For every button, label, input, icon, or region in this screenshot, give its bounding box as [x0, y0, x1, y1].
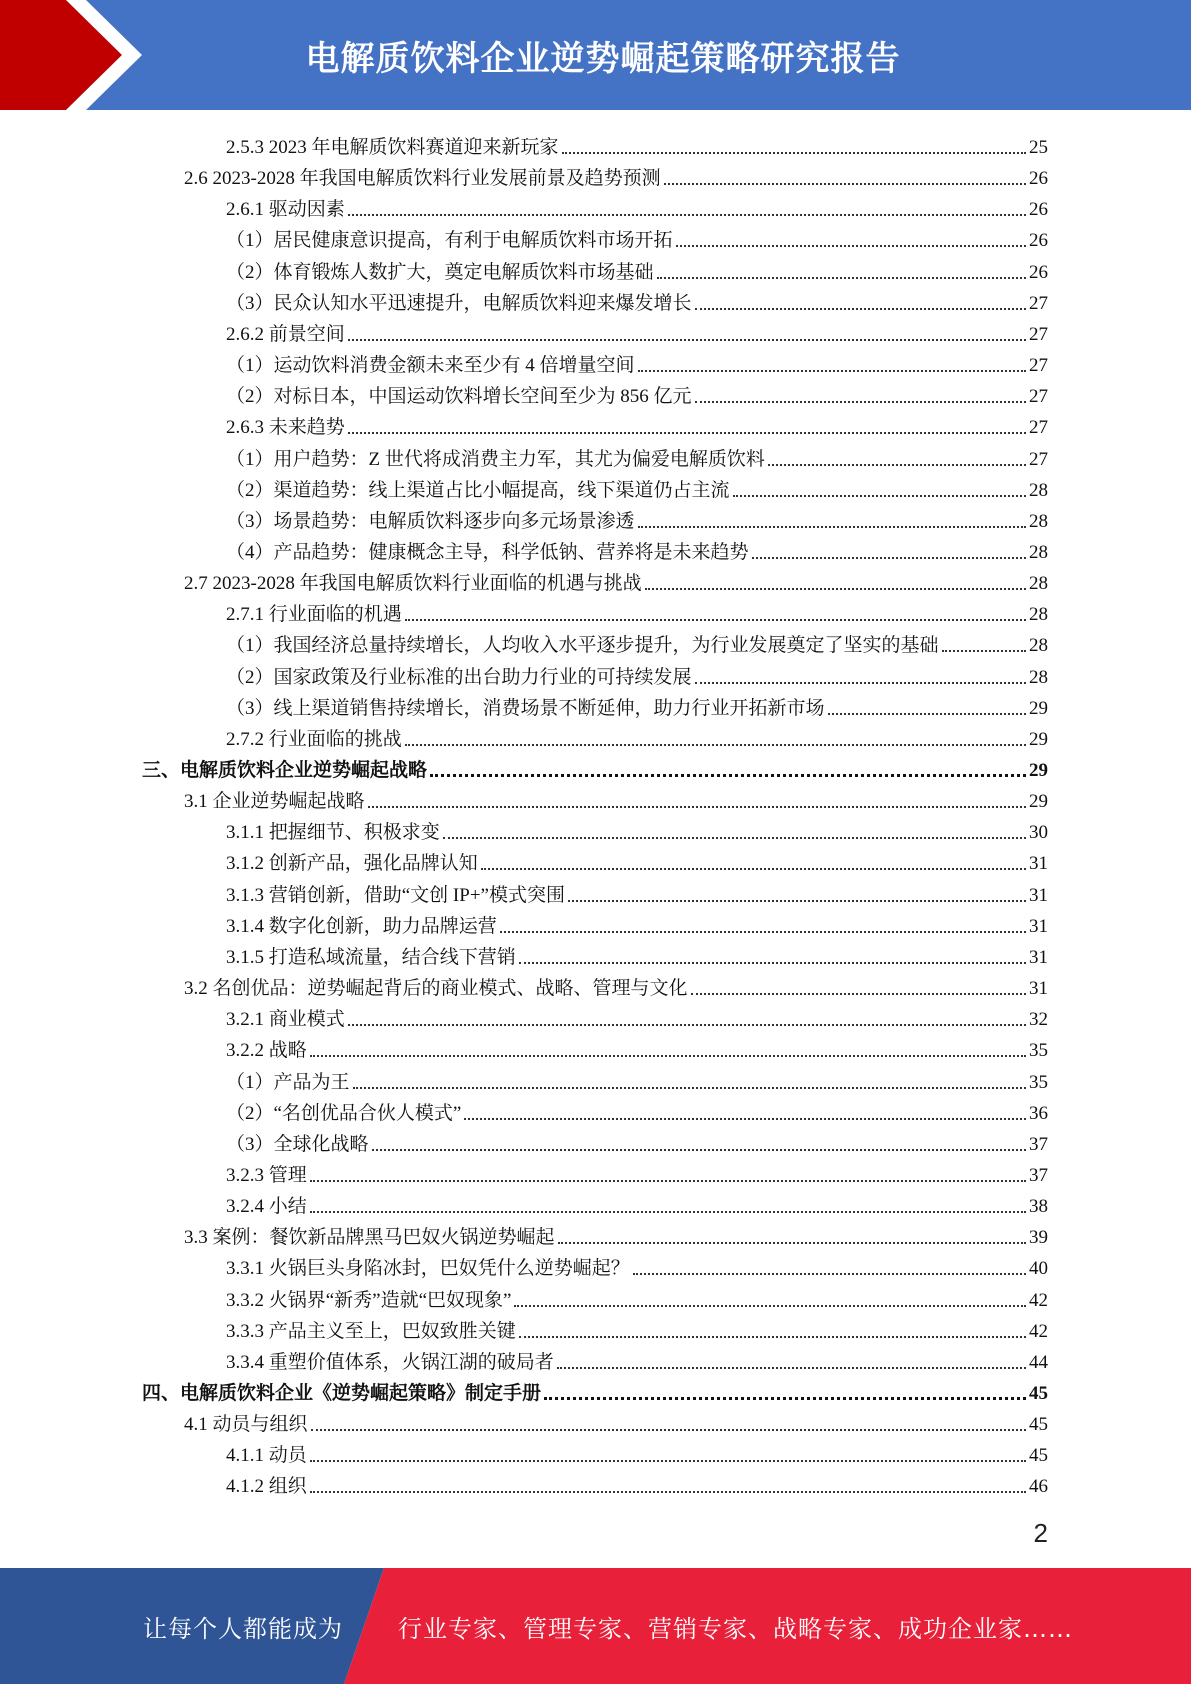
toc-dot-leader: [519, 962, 1026, 964]
toc-entry-page: 28: [1029, 604, 1048, 626]
toc-entry-page: 45: [1029, 1383, 1048, 1404]
toc-entry-label: 3.1.5 打造私域流量，结合线下营销: [226, 946, 516, 968]
toc-entry-page: 39: [1029, 1227, 1048, 1249]
toc-entry-label: 2.7.2 行业面临的挑战: [226, 728, 402, 750]
toc-entry-label: 3.1.1 把握细节、积极求变: [226, 822, 440, 844]
toc-entry-page: 26: [1029, 261, 1048, 283]
toc-entry-page: 28: [1029, 541, 1048, 563]
toc-entry[interactable]: [226, 1249, 1048, 1280]
toc-entry-label: （3）全球化战略: [226, 1133, 369, 1155]
toc-dot-leader: [544, 1397, 1026, 1400]
toc-entry[interactable]: [226, 533, 1048, 564]
toc-entry-label: 3.2 名创优品：逆势崛起背后的商业模式、战略、管理与文化: [184, 978, 688, 1000]
toc-entry-label: 3.2.1 商业模式: [226, 1009, 345, 1031]
toc-dot-leader: [514, 1305, 1026, 1307]
page-number: 2: [1033, 1518, 1048, 1548]
toc-dot-leader: [443, 837, 1026, 839]
toc-dot-leader: [310, 1055, 1026, 1057]
toc-dot-leader: [348, 1024, 1026, 1026]
toc-entry-label: 3.3 案例：餐饮新品牌黑马巴奴火锅逆势崛起: [184, 1227, 555, 1249]
toc-dot-leader: [645, 588, 1026, 590]
page-footer: [0, 1568, 1191, 1684]
toc-entry[interactable]: [226, 844, 1048, 875]
footer-slogan-right: 行业专家、管理专家、营销专家、战略专家、成功企业家……: [398, 1614, 1073, 1643]
toc-dot-leader: [733, 495, 1026, 497]
toc-entry-page: 27: [1029, 323, 1048, 345]
toc-entry[interactable]: [184, 782, 1048, 813]
toc-entry[interactable]: [226, 408, 1048, 439]
toc-entry-label: （3）场景趋势：电解质饮料逐步向多元场景渗透: [226, 510, 635, 532]
toc-entry[interactable]: [226, 190, 1048, 221]
toc-entry[interactable]: [226, 1156, 1048, 1187]
toc-entry-label: 3.2.2 战略: [226, 1040, 307, 1062]
toc-entry[interactable]: [226, 658, 1048, 689]
toc-dot-leader: [310, 1180, 1026, 1182]
toc-dot-leader: [768, 464, 1026, 466]
toc-dot-leader: [942, 650, 1026, 652]
toc-entry-label: （1）用户趋势：Z 世代将成消费主力军，其尤为偏爱电解质饮料: [226, 448, 765, 470]
report-title: 电解质饮料企业逆势崛起策略研究报告: [305, 38, 901, 79]
toc-dot-leader: [568, 900, 1026, 902]
toc-entry[interactable]: [226, 1063, 1048, 1094]
toc-dot-leader: [828, 713, 1026, 715]
toc-entry-label: 2.5.3 2023 年电解质饮料赛道迎来新玩家: [226, 137, 559, 158]
toc-entry-page: 42: [1029, 1289, 1048, 1311]
toc-dot-leader: [500, 931, 1026, 933]
toc-entry-page: 29: [1029, 697, 1048, 719]
toc-entry-page: 27: [1029, 448, 1048, 470]
toc-dot-leader: [348, 432, 1026, 434]
toc-entry-label: （4）产品趋势：健康概念主导，科学低钠、营养将是未来趋势: [226, 541, 749, 563]
toc-entry-label: 3.1.2 创新产品，强化品牌认知: [226, 853, 478, 875]
toc-entry-label: 2.7 2023-2028 年我国电解质饮料行业面临的机遇与挑战: [184, 573, 642, 595]
toc-entry-label: 4.1 动员与组织: [184, 1414, 308, 1436]
toc-entry[interactable]: [226, 1000, 1048, 1031]
toc-entry-page: 26: [1029, 199, 1048, 221]
footer-slogan-left: 让每个人都能成为: [143, 1614, 343, 1643]
toc-dot-leader: [695, 401, 1026, 403]
toc-dot-leader: [464, 1118, 1026, 1120]
toc-entry-label: 2.6.2 前景空间: [226, 323, 345, 345]
toc-entry-page: 28: [1029, 573, 1048, 595]
toc-dot-leader: [405, 619, 1026, 621]
toc-entry[interactable]: [226, 1094, 1048, 1125]
toc-entry[interactable]: [226, 689, 1048, 720]
toc-entry-page: 28: [1029, 666, 1048, 688]
toc-entry-label: 3.3.3 产品主义至上，巴奴致胜关键: [226, 1320, 516, 1342]
toc-dot-leader: [695, 682, 1026, 684]
toc-entry-label: （2）体育锻炼人数扩大，奠定电解质饮料市场基础: [226, 261, 654, 283]
toc-entry-label: （1）我国经济总量持续增长，人均收入水平逐步提升，为行业发展奠定了坚实的基础: [226, 635, 939, 657]
toc-entry-page: 31: [1029, 915, 1048, 937]
toc-entry[interactable]: [226, 938, 1048, 969]
toc-entry-label: 4.1.2 组织: [226, 1476, 307, 1498]
toc-entry[interactable]: [226, 626, 1048, 657]
toc-dot-leader: [562, 152, 1026, 154]
toc-entry[interactable]: [226, 128, 1048, 159]
toc-entry-page: 26: [1029, 168, 1048, 190]
toc-entry-page: 44: [1029, 1351, 1048, 1373]
toc-entry-label: 3.3.4 重塑价值体系，火锅江湖的破局者: [226, 1351, 554, 1373]
toc-entry[interactable]: [142, 751, 1048, 782]
toc-dot-leader: [752, 557, 1026, 559]
toc-entry[interactable]: [226, 1436, 1048, 1467]
toc-entry-page: 32: [1029, 1009, 1048, 1031]
toc-entry-page: 37: [1029, 1164, 1048, 1186]
toc-entry[interactable]: [226, 1281, 1048, 1312]
toc-entry-label: （1）产品为王: [226, 1071, 350, 1093]
toc-entry[interactable]: [226, 377, 1048, 408]
toc-entry[interactable]: [184, 1218, 1048, 1249]
toc-entry-page: 45: [1029, 1445, 1048, 1467]
toc-entry-page: 28: [1029, 479, 1048, 501]
toc-entry-label: （3）民众认知水平迅速提升，电解质饮料迎来爆发增长: [226, 292, 692, 314]
toc-entry[interactable]: [184, 159, 1048, 190]
toc-entry-page: 25: [1029, 137, 1048, 158]
toc-entry-label: 2.7.1 行业面临的机遇: [226, 604, 402, 626]
toc-entry-page: 27: [1029, 417, 1048, 439]
toc-entry[interactable]: [226, 315, 1048, 346]
toc-dot-leader: [519, 1336, 1026, 1338]
toc-entry-page: 31: [1029, 884, 1048, 906]
toc-entry-page: 37: [1029, 1133, 1048, 1155]
toc-dot-leader: [353, 1087, 1026, 1089]
toc-entry-page: 36: [1029, 1102, 1048, 1124]
toc-entry-label: 三、电解质饮料企业逆势崛起战略: [142, 760, 428, 781]
toc-entry[interactable]: [226, 440, 1048, 471]
toc-dot-leader: [372, 1149, 1026, 1151]
toc-entry-page: 27: [1029, 386, 1048, 408]
toc-entry[interactable]: [226, 284, 1048, 315]
toc-entry-label: 3.3.2 火锅界“新秀”造就“巴奴现象”: [226, 1289, 512, 1311]
toc-entry[interactable]: [226, 346, 1048, 377]
toc-entry-page: 38: [1029, 1196, 1048, 1218]
toc-dot-leader: [311, 1429, 1026, 1431]
toc-entry[interactable]: [226, 1031, 1048, 1062]
toc-entry[interactable]: [226, 720, 1048, 751]
toc-entry-label: 2.6 2023-2028 年我国电解质饮料行业发展前景及趋势预测: [184, 168, 661, 190]
toc-dot-leader: [664, 183, 1026, 185]
toc-dot-leader: [430, 774, 1026, 777]
toc-entry-page: 28: [1029, 510, 1048, 532]
toc-dot-leader: [638, 526, 1026, 528]
toc-entry-label: （1）运动饮料消费金额未来至少有 4 倍增量空间: [226, 355, 635, 377]
toc-dot-leader: [676, 245, 1026, 247]
toc-entry[interactable]: [142, 1374, 1048, 1405]
toc-entry[interactable]: [226, 907, 1048, 938]
toc-entry-label: 2.6.3 未来趋势: [226, 417, 345, 439]
toc-dot-leader: [695, 308, 1026, 310]
toc-dot-leader: [310, 1211, 1026, 1213]
toc-dot-leader: [557, 1367, 1026, 1369]
toc-dot-leader: [638, 370, 1026, 372]
toc-entry[interactable]: [184, 969, 1048, 1000]
toc-entry[interactable]: [226, 253, 1048, 284]
toc-entry-label: （3）线上渠道销售持续增长，消费场景不断延伸，助力行业开拓新市场: [226, 697, 825, 719]
toc-dot-leader: [405, 744, 1026, 746]
toc-entry[interactable]: [226, 502, 1048, 533]
toc-entry-page: 28: [1029, 635, 1048, 657]
toc-entry[interactable]: [226, 221, 1048, 252]
page-header: [0, 0, 1191, 110]
toc-entry[interactable]: [226, 595, 1048, 626]
toc-entry-page: 29: [1029, 791, 1048, 813]
toc-dot-leader: [310, 1460, 1026, 1462]
toc-entry-page: 31: [1029, 946, 1048, 968]
toc-entry[interactable]: [226, 813, 1048, 844]
toc-dot-leader: [348, 214, 1026, 216]
toc-entry-label: 3.2.4 小结: [226, 1196, 307, 1218]
toc-dot-leader: [368, 806, 1026, 808]
toc-dot-leader: [633, 1273, 1026, 1275]
toc-entry-label: （1）居民健康意识提高，有利于电解质饮料市场开拓: [226, 230, 673, 252]
toc-entry[interactable]: [226, 876, 1048, 907]
toc-entry-page: 31: [1029, 853, 1048, 875]
toc-entry-page: 40: [1029, 1258, 1048, 1280]
toc-entry-page: 30: [1029, 822, 1048, 844]
toc-dot-leader: [348, 339, 1026, 341]
toc-entry[interactable]: [226, 1343, 1048, 1374]
toc-entry-label: 四、电解质饮料企业《逆势崛起策略》制定手册: [142, 1383, 542, 1404]
toc-entry-page: 27: [1029, 292, 1048, 314]
toc-entry-label: 4.1.1 动员: [226, 1445, 307, 1467]
toc-entry-page: 35: [1029, 1071, 1048, 1093]
toc-entry-label: （2）“名创优品合伙人模式”: [226, 1102, 462, 1124]
toc-dot-leader: [481, 868, 1026, 870]
toc-entry[interactable]: [226, 1467, 1048, 1498]
toc-dot-leader: [657, 277, 1026, 279]
toc-entry-page: 31: [1029, 978, 1048, 1000]
toc-entry-label: （2）国家政策及行业标准的出台助力行业的可持续发展: [226, 666, 692, 688]
toc-entry-label: 3.1.4 数字化创新，助力品牌运营: [226, 915, 497, 937]
toc-entry-label: 3.1 企业逆势崛起战略: [184, 791, 365, 813]
toc-entry-label: 3.3.1 火锅巨头身陷冰封，巴奴凭什么逆势崛起？: [226, 1258, 630, 1280]
toc-entry[interactable]: [184, 564, 1048, 595]
toc-dot-leader: [310, 1491, 1026, 1493]
toc-entry-label: （2）对标日本，中国运动饮料增长空间至少为 856 亿元: [226, 386, 692, 408]
toc-entry-page: 27: [1029, 355, 1048, 377]
toc-entry-label: 3.1.3 营销创新，借助“文创 IP+”模式突围: [226, 884, 565, 906]
toc-entry-page: 26: [1029, 230, 1048, 252]
toc-entry-page: 46: [1029, 1476, 1048, 1498]
toc-entry-page: 42: [1029, 1320, 1048, 1342]
toc-entry[interactable]: [226, 1187, 1048, 1218]
toc-dot-leader: [691, 993, 1026, 995]
toc-dot-leader: [558, 1242, 1026, 1244]
toc-entry-label: 2.6.1 驱动因素: [226, 199, 345, 221]
toc-entry-page: 29: [1029, 728, 1048, 750]
toc-entry-label: 3.2.3 管理: [226, 1164, 307, 1186]
toc-entry[interactable]: [226, 1312, 1048, 1343]
toc-entry-page: 29: [1029, 760, 1048, 781]
toc-entry[interactable]: [226, 1125, 1048, 1156]
toc-entry-page: 45: [1029, 1414, 1048, 1436]
toc-entry[interactable]: [184, 1405, 1048, 1436]
toc-entry-label: （2）渠道趋势：线上渠道占比小幅提高，线下渠道仍占主流: [226, 479, 730, 501]
toc-entry[interactable]: [226, 471, 1048, 502]
toc-entry-page: 35: [1029, 1040, 1048, 1062]
